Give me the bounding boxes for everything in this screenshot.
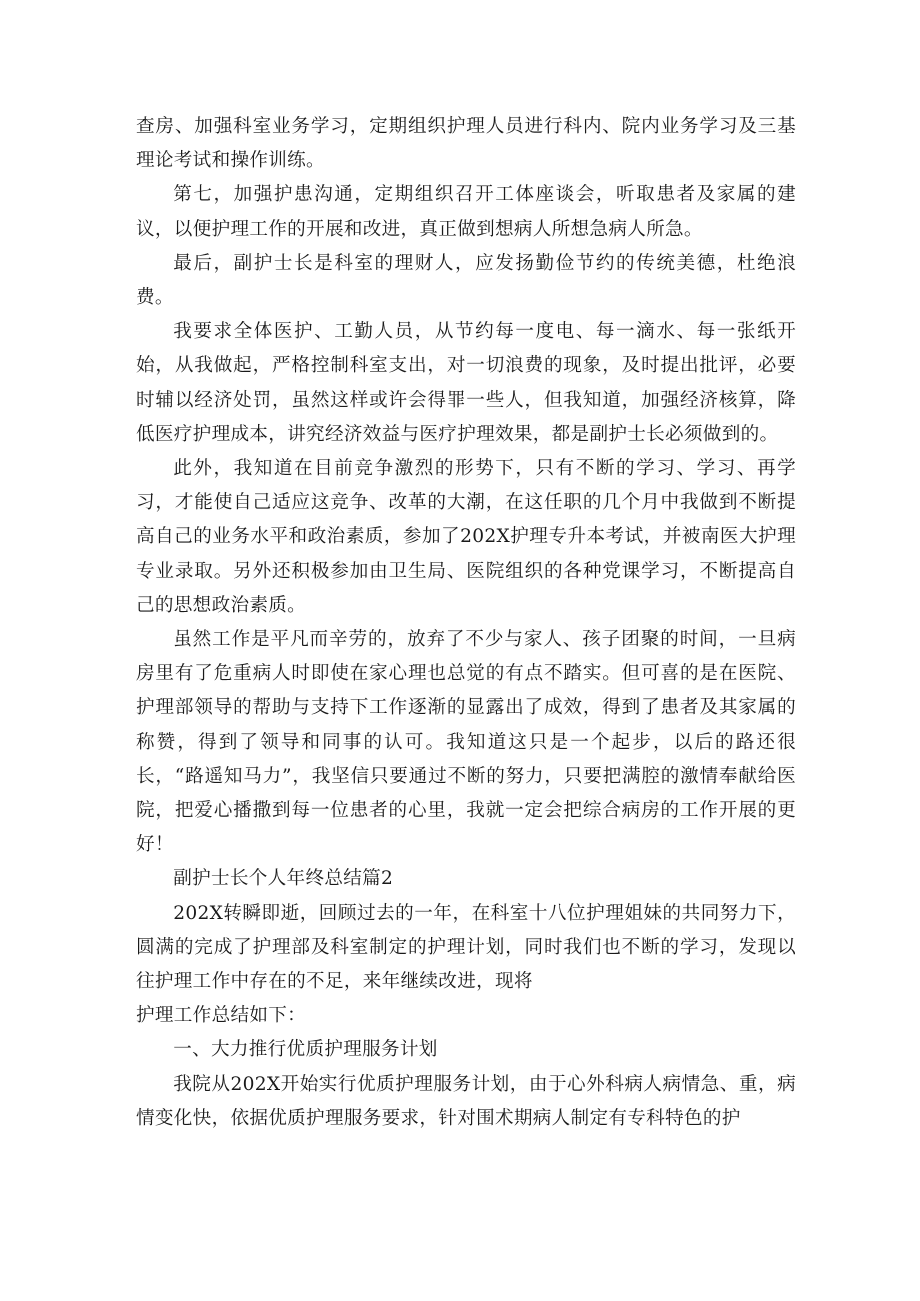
paragraph-6: 虽然工作是平凡而辛劳的，放弃了不少与家人、孩子团聚的时间，一旦病房里有了危重病人时即使在家心理也总觉的有点不踏实。但可喜的是在医院、护理部领导的帮助与支持下工作逐渐的显露出了成效，得到了患者及其家属的称赞，得到了领导和同事的认可。我知道这只是一个起步，以后的路还很长，“路遥知马力”，我坚信只要通过不断的努力，只要把满腔的激情奉献给医院，把爱心播撒到每一位患者的心里，我就一定会把综合病房的工作开展的更好！	[136, 629, 796, 856]
paragraph-7: 202X转瞬即逝，回顾过去的一年，在科室十八位护理姐妹的共同努力下，圆满的完成了护理部及科室制定的护理计划，同时我们也不断的学习，发现以往护理工作中存在的不足，来年继续改进，现将	[136, 902, 796, 993]
paragraph-8: 护理工作总结如下：	[136, 1005, 307, 1027]
paragraph-3: 最后，副护士长是科室的理财人，应发扬勤俭节约的传统美德，杜绝浪费。	[136, 252, 796, 309]
paragraph-4: 我要求全体医护、工勤人员，从节约每一度电、每一滴水、每一张纸开始，从我做起，严格控制科室支出，对一切浪费的现象，及时提出批评，必要时辅以经济处罚，虽然这样或许会得罪一些人，但我知道，加强经济核算，降低医疗护理成本，讲究经济效益与医疗护理效果，都是副护士长必须做到的。	[136, 321, 796, 445]
paragraph-9: 我院从202X开始实行优质护理服务计划，由于心外科病人病情急、重，病情变化快，依据优质护理服务要求，针对围术期病人制定有专科特色的护	[136, 1073, 796, 1129]
paragraph-5: 此外，我知道在目前竞争激烈的形势下，只有不断的学习、学习、再学习，才能使自己适应这竞争、改革的大潮，在这任职的几个月中我做到不断提高自己的业务水平和政治素质，参加了202X护理专升本考试，并被南医大护理专业录取。另外还积极参加由卫生局、医院组织的各种党课学习，不断提高自己的思想政治素质。	[136, 458, 796, 616]
paragraph-2: 第七，加强护患沟通，定期组织召开工体座谈会，听取患者及家属的建议，以便护理工作的开展和改进，真正做到想病人所想急病人所急。	[136, 184, 796, 240]
section-title: 副护士长个人年终总结篇2	[173, 868, 394, 890]
subsection-heading: 一、大力推行优质护理服务计划	[173, 1039, 438, 1061]
document-body	[136, 110, 796, 1136]
paragraph-1: 查房、加强科室业务学习，定期组织护理人员进行科内、院内业务学习及三基理论考试和操作训练。	[136, 116, 796, 172]
